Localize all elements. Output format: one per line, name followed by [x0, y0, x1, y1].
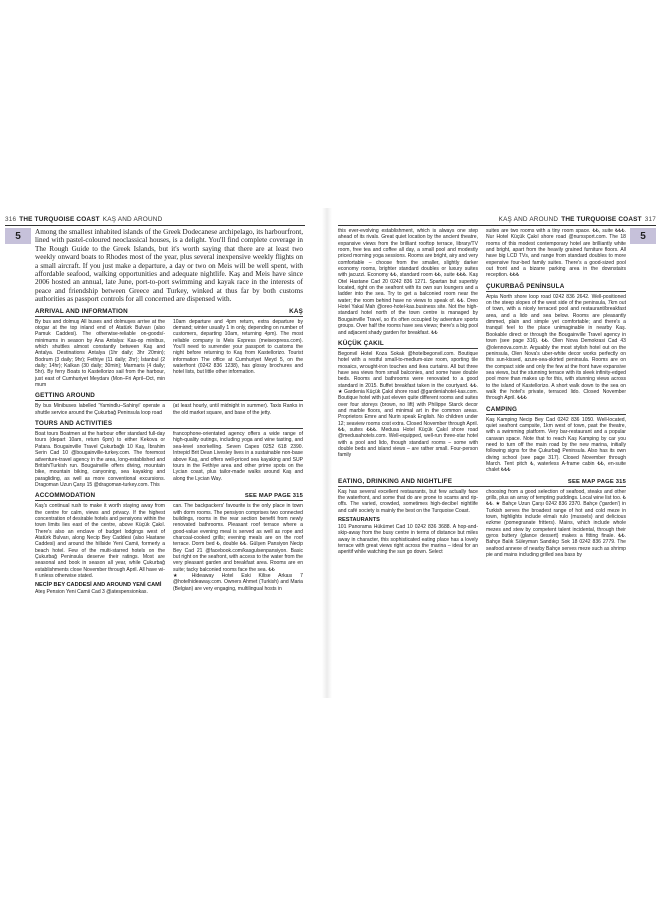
page-number-left: 316: [5, 215, 17, 223]
eating-map-ref: SEE MAP PAGE 315: [567, 478, 626, 485]
header-rule-right: [338, 225, 656, 226]
chapter-tab-left: 5: [5, 228, 31, 244]
arrival-text-col2: 10am departure and 4pm return, extra departure by demand; winter usually 1 in only, depending on number of customers, departing 10am, returning 4pm). The most reliable company is Meis Express (meisexpress.com). You'll need to surrender your passport to customs the night before returning to Kaş from Kastellorizo. Tourist information The office at Cumhuriyet Meyd 5, on the waterfront (0242 836 1238), has glossy brochures and hotel lists, but little other information.: [173, 318, 303, 376]
eating-columns: [338, 489, 626, 559]
section-heading: [35, 492, 303, 501]
accommodation-col2: can. The backpackers' favourite is the only place in town with dorm rooms. The pensiyon comprises two connected buildings, rooms in the rear section benefit from newly renovated bathrooms. Pleasant roof terrace where a good-value evening meal is served as well as rope and charcoal-cooked grills; evening meals are on the roof terrace. Dorm bed ₺, double ₺₺. Gülşen Pansiyon Necip Bey Cad 21 @facebook.com/kasgulsenpansiyon. Basic but right on the seafront, with access to the water from the very pleasant garden and breakfast area. Rooms are en suite; tacky balconied rooms face the sea. ₺₺: [173, 503, 303, 573]
camping-text: Kaş Kamping Necip Bey Cad 0242 836 1050. Well-located, quiet seafront campsite, 1km west of town, past the theatre, with a swimming platform. Very bar-restaurant and a popular caravan space. Note that to reach Kaş Kamping by car you need to turn off the main road by the new marina, initially following signs for the Çukurbağ Peninsula. Also has its own diving school (see page 317). Closed November through March. Tent pitch ₺, waterless A-frame cabin ₺₺, en-suite chalet ₺₺₺: [486, 416, 626, 474]
section-heading: [486, 406, 626, 415]
restaurants-heading: RESTAURANTS: [338, 517, 380, 524]
chapter-title-left: THE TURQUOISE COAST: [19, 215, 100, 223]
tours-columns: [35, 431, 303, 488]
getting-around-columns: [35, 403, 303, 416]
cukurbag-heading: ÇUKURBAĞ PENİNSULA: [486, 282, 565, 290]
getting-around-col2: (at least hourly, until midnight in summer). Taxis Ranks in the old market square, and base of the jetty.: [173, 403, 303, 416]
right-content: [338, 228, 626, 558]
tours-heading: TOURS AND ACTIVITIES: [35, 420, 113, 428]
section-heading: [338, 340, 478, 349]
eating-heading: EATING, DRINKING AND NIGHTLIFE: [338, 477, 453, 485]
restaurants-col2: choosing from a good selection of seafood, steaks and other grills, plus an array of tempting puddings. Local wine list too. ₺₺₺. ★ Bahçe Uzun Çarşı 0242 836 2370. Bahçe ('garden') in Turkish serves the broadest range of hot and cold meze in town, highlights include elmalı rulo (mussels) and delicious ezkme (pomegranate fritters). Mains, which include whole mezes and stew by competent talent incidental, through their gyros buttery (glance dessert) makes a fitting finale. ₺₺. Bahçe Balık Süleyman Sandıkçı Sok 18 0242 836 2779. The seafood annexe of nearby Bahçe serves meze such as shrimp pie and mains including grilled sea bass by: [486, 488, 626, 559]
arrival-text-col1: By bus and dolmuş All buses and dolmuşes arrive at the otogar at the top inland end of Atatürk Bulvarı (also Pamuk Caddesi). The otherwise-reliable on-goods/-minimums in season by Ana Antalya: Kas-op minibus, which shuttles almost constantly between Kaş and Antalya. Destinations Antalya (1hr daily; 3hr 20min); Bodrum (3 daily; 9hr); Fethiye (11 daily; 2hr); İstanbul (2 daily; 14hr); Kalkan (30 daily; 30min); Marmaris (4 daily; 5hr). By ferry Boats to Kastellorizo sail from the harbour, just east of Cumhuriyet Meydanı (Mon–Fri April–Oct, min mum: [35, 318, 165, 389]
accommodation-heading: ACCOMMODATION: [35, 492, 96, 500]
arrival-columns: [35, 319, 303, 389]
left-page: [5, 214, 305, 694]
hotels-col2-b: Arpia North shore loop road 0242 836 2642. Well-positioned on the steep slopes of the west side of the peninsula, 7km out of town, with a nicely terraced pool and restaurant/breakfast area, and a lido and sea below. Rooms are pleasantly dimmed, plain and simple yet comfortable; and there's a tranquil feel to the place unimaginable in nearby Kaş. Bookable direct or through the Bougainville Travel agency in town (see page 316). ₺₺. Olen Nova Demokrasi Cad 43 @olennova.com.tr. Arguably the most stylish hotel out on the peninsula, Olen Nova's uber-white decor works perfectly on this sun-kissed, azure-sea-skirted peninsula. Rooms are on the compact side and only the few at the front have expansive sea views, but the stunning terrace with its sleek infinity-edged pool more than makes up for this, with stunning views across to the island of Kastellorizo. A short walk down to the sea on walk the hotel's private, terraced lido. Closed November through April. ₺₺₺: [486, 293, 626, 402]
right-running-head: [499, 214, 656, 224]
section-heading: [35, 420, 303, 429]
hotels-col2-a: suites are two rooms with a tiny room space. ₺₺, suite ₺₺₺. Nur Hotel Küçük Çakıl shore road @nurxsport.com. The 18 rooms of this modest contemporary hotel are brilliantly white and bright, apart from the heavily grained furniture floors. All have big LCD TVs, and range from standard doubles to more expensive four-bed family suites. There's a good-sized pool out front and a bizarre parking area in the downstairs reception. ₺₺₺: [486, 228, 626, 279]
chapter-title-right: THE TURQUOISE COAST: [561, 215, 642, 223]
section-heading: [35, 392, 303, 401]
arrival-heading: ARRIVAL AND INFORMATION: [35, 307, 128, 315]
hotels-col1-b: Begonvil Hotel Koza Sokak @hotelbegonvil.com. Boutique hotel with a restful small-to-medium-size room, sporting tile mosaics, wrought-iron touches and ikea curtains. All but three have sea views from small balconies, and some have double beds. Rooms and bathrooms were renovated to a good standard in 2015. Buffet breakfast taken in the courtyard. ₺₺. ★ Gardenia Küçük Çakıl shore road @gardeniahotel-kas.com. Boutique hotel with just eleven quite different rooms and suites over four storeys (brown, no lift) with Philippe Starck decor and marble floors, and minimal art in the common areas. Proprietors Emre and Nurin speak English. No children under 12; seaview rooms cost extra. Closed November through April. ₺₺, suites ₺₺₺. Medusa Hotel Küçük Çakıl shore road @medusahotels.com. Well-equipped, well-run three-star hotel with a pool and lido, though standard rooms – some with double beds and island views – are rather small. Four-person family: [338, 350, 478, 459]
section-heading: [486, 283, 626, 292]
section-heading: [338, 478, 626, 487]
left-running-head: [5, 214, 162, 224]
right-page: [338, 214, 656, 694]
section-title-left: KAŞ AND AROUND: [102, 215, 163, 223]
left-content: [35, 228, 303, 596]
arrival-place: KAŞ: [289, 307, 303, 315]
accommodation-map-ref: SEE MAP PAGE 315: [244, 493, 303, 500]
necip-col2: ★ Hideaway Hotel Eski Kilise Arkası 7 @hotelhideaway.com. Owners Ahmet (Turkish) and Maria (Belgian) are very engaging, multilingual hosts in: [173, 573, 303, 592]
right-columns-top: [338, 228, 626, 474]
page-number-right: 317: [644, 215, 656, 223]
necip-heading: NECİP BEY CADDESİ AND AROUND YENİ CAMİ: [35, 582, 162, 589]
camping-heading: CAMPING: [486, 405, 518, 413]
section-title-right: KAŞ AND AROUND: [498, 215, 559, 223]
eating-col1: Kaş has several excellent restaurants, but few actually face the waterfront, and some that do are prone to scams and rip-offs. The varied, crowded, sometimes high-decibel nightlife and café society is mainly the best on the Turquoise Coast.: [338, 488, 478, 514]
hotels-col1-a: this ever-evolving establishment, which is always one step ahead of its rivals. Great quiet location by the ancient theatre, expansive views from the brilliant rooftop terrace, library/TV room, free tea and coffee all day, a small pool and modestly priced morning yoga sessions. Rooms are bright, airy and very comfortable – choose from the smaller, slightly darker economy rooms, brighter standard doubles or luxury suites with jacuzzi. Economy ₺₺, standard room ₺₺, suite ₺₺₺. Kaş Otel Hastane Cad 20 0242 836 1271. Spartan but superbly located, right on the seafront with its own sun loungers and a ladder into the sea. Try to get a balconied room near the water; the room behind have no views to speak of. ₺₺. Oreo Hotel Yakal Mah @oreo-hotel-kas.business site. Not the high-standard hotel north of the town centre is managed by Bougainville Travel, so it's often occupied by adventure sports groups. Over half the rooms have sea views; there's a big pool and adjacent shady garden for breakfast. ₺₺: [338, 228, 478, 336]
getting-around-heading: GETTING AROUND: [35, 392, 95, 400]
getting-around-col1: By bus Minibuses labelled 'Yamindlu–Sahinyi' operate a shuttle service around the Çukurbağ Peninsula loop road: [35, 403, 165, 416]
chapter-tab-right: 5: [630, 228, 656, 244]
tours-col1: Boat tours Boatmen at the harbour offer standard full-day tours (depart 10am, return 6pm) to either Kekova or Patara. Bougainville Travel Çukurbağlı 10 Kaş, İbrahim Serin Cad 10 @bougainville-turkey.com. The foremost adventure-travel agency in the area, long-established and British/Turkish run. Bougainville offers diving, mountain bike, mountain biking, canyoning, sea kayaking and paragliding, as well as more conventional excursions. Dragoman Uzun Çarşı 15 @dragoman-turkey.com. This: [35, 431, 165, 488]
kucuk-cakil-heading: KÜÇÜK ÇAKIL: [338, 339, 384, 347]
header-rule-left: [5, 225, 305, 226]
necip-col1: Ateş Pension Yeni Camii Cad 3 @atespensionkas.: [35, 589, 148, 596]
restaurants-col1: 101 Panorama Hükümet Cad 10 0242 836 3688. A hop-and-skip-away from the busy centre in terms of distance but miles away in character, this sophisticated eating place has a lovely terrace with great views right across the marina – ideal for an aperitif while watching the sun go down. Select: [338, 524, 478, 556]
tours-col2: francophone-orientated agency offers a wide range of high-quality outings, including yoga and wine tasting, and sea-level snorkelling. Seven Capes 0252 618 2390. Intrepid Brit Dean Livesley lives in a sustainable non-base above Kaş, and offers well-priced sea kayaking and SUP tours in the Fethiye area and other prime spots on the Lycian coast, plus tailor-made walks around Kaş and along the Lycian Way.: [173, 431, 303, 482]
section-heading: [35, 308, 303, 317]
intro-paragraph: Among the smallest inhabited islands of the Greek Dodecanese archipelago, its harbourfront, lined with pastel-coloured neoclassical houses, is a delight. You'll find complete coverage in The Rough Guide to the Greek Islands, but it's worth saying that there are at least two weekly onward boats to Rhodes most of the year, plus several inexpensive weekly flights on a small aircraft. If you just make a departure, a day or two on Meis will be well spent, with affordable seafood, walking opportunities and adequate nightlife. Kaş and Meis have since 2006 hosted an annual, late June, port-to-port swimming and kayak race in the interests of peace and friendship between Greece and Turkey, winked at thus far by both customs authorities as passport controls for all concerned are dispensed with.: [35, 228, 303, 304]
gutter: [322, 208, 332, 698]
accommodation-col1: Kaş's continual rush to make it worth staying away from the centre for calm, views and privacy. If the highest concentration of desirable hotels and pensiyons within the town limits lies east of the centre, above Küçük Çakıl. There's also an enclave of budget lodgings west of Atatürk Bulvarı, along Necip Bey Caddesi (also Hastane Caddesi) and around the hillside Yeni Camii, formerly a beach hotel. Few of the multi-starred hotels on the Çukurbağ Peninsula deserve their ratings. Most are seasonal and book in season all year, while Çukurbağ establishments close November through April. All have wi-fi unless otherwise stated.: [35, 503, 165, 579]
accommodation-columns: [35, 503, 303, 595]
